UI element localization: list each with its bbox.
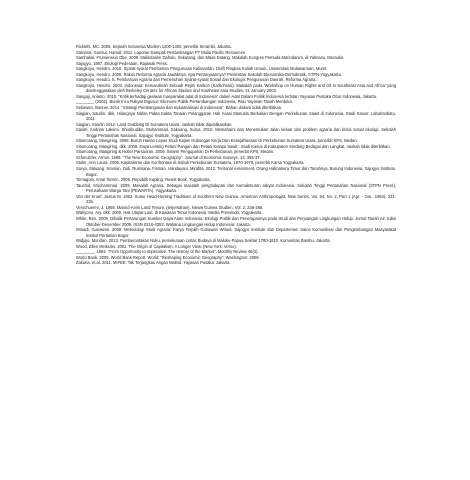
bibliography-entry: Siagian, Saurlin 2012. Land Grabbing Di Sumatera Utara, naskah tidak dipublikasikan.	[76, 121, 233, 127]
bibliography-list	[76, 44, 396, 266]
bibliography-entry: Verschueren, J. 1958. Marind-Anim Land Tenure. (terjemahan). Nieuw Guinea Studien, Vol. 2, 246-265.	[76, 204, 264, 210]
bibliography-entry: Tauchid, Mochammad. 2009. Masalah Agraria, Sebagai masalah penghidupan dan Kemakmuran rakyat Indonesia. Sekolah Tinggi Pertanahan Nasional (STPN Press), Perusahaan Warga Tani (PEWARTA). Yogyakarta.	[76, 182, 396, 194]
bibliography-entry: Siagian, Saurlin. dkk, Hilangnya Nafas Pakta Kakta Tanaan Pelanggaran Hak Asasi Manusia Berkaitan Dengan Perkebunan Sawit di Indonesia, Studi Kasus: Labuhanbatu, 2011	[76, 110, 396, 122]
bibliography-entry: Setiawan, Bonnie, 2014. "Strategi Pembangunan dan Industrialisasi di Indonesia". Bahan diskusi tidak diterbitkan.	[76, 105, 283, 111]
bibliography-entry: Sangkoyo, Hendro. 2010. Syarat-syarat Pemberian Pengurusan Kalimantan. Draft Ringkas Kuliah Umum, Universitas Mulawarman, Muret.	[76, 66, 328, 72]
bibliography-entry: Sajogyo. 1987. Ekologi Pedesaan. Rajawali Press.	[76, 60, 168, 66]
bibliography-entry: Zakaria, et.al. 2011. MIFEE: Tak Terjangkau Angan Malind. Yayasan Pusaka: Jakarta.	[76, 260, 231, 266]
bibliography-entry: White, Ben. 2009. Dibalik Pertarungan Sumber Daya Alam Indonesia: Ekologi Politik dan Penerapannya pada Studi dan Perjuangan Lingkungan Hidup. Jurnal Tanah Air. Edisi Oktober-Desember 2009. ISSN 0216-4353. Wahana Lingkungan Hidup Indonesia: Jakarta.	[76, 215, 396, 227]
bibliography-entry: Surya, Saluang. Novrian, Didi. Rusmana, Fisman. Handayani, Mirafita. 2012. Teritorial Assesment, Orang Halmahera Timur dan Tanahnya. Burung Indonesia, Sajogyo Institute, Bogor.	[76, 166, 396, 177]
bibliography-entry: World Bank. 2009. World Bank Report. World: "Reshaping Economic Geography". Washington: 2009.	[76, 254, 260, 260]
bibliography-entry: Samhakai, Frumensius Obe. 2009. Malindanim Dahulu, Sekarang, dan Masa Datang. Makalah Kongres Pemuda Marindanim, di Yalmasu, Merauke.	[76, 55, 345, 61]
bibliography-entry: Ricklefs, MC. 2005. Sejarah Indonesia Modern 1200-1400, penerbit Serambi, Jakarta.	[76, 44, 232, 49]
bibliography-entry: Schmutzler, Armin. 1999. "The New Economic Geography". Journal of Economic Surveys. 13: 355-37.	[76, 154, 261, 160]
bibliography-entry: ________, 1994. "From Opportunity to Imperative: The History of the Market". Monthly Review 46(3).	[76, 249, 259, 255]
bibliography-entry: Situmorang, Mangiring. 2008. Buruh Harian Lepas Studi Kajian Hubungan Kerja Dan Kesejahteraan Di Perkebunan Sumatera Utara, penerbit KPS, Medan.	[76, 138, 358, 144]
bibliography-entry: Widjojo, Muridan. 2013. Pemberontakan Nuku, persekutuan Lintas Budaya di Maluku-Papua Sekitar 1780-1810. Komunitas Bambu. Jakarta.	[76, 238, 331, 244]
bibliography-entry: Situmorang, Mangiring & Hotler Parsaoran. 2009. Sistem Pengupahan Di Perkebunan, penerbit KPS, Medan.	[76, 149, 275, 155]
bibliography-entry: Tomagola, Amal Tamrin. 2006. Republik Kapling. Resist Book. Yogyakarta.	[76, 177, 211, 183]
bibliography-entry: Wood, Ellen Meiksins. 2002. The Origin of Capitalism: A Longer View. (New York: Verso).	[76, 243, 237, 249]
bibliography-entry: Sangkoyo, Hendro. tt. Pembaruan Agraria dan Pemenuhan Syarat-syarat Sosial dan Ekologis Pengurusan Daerah. Reforma Agraria.	[76, 77, 317, 83]
bibliography-entry: Sangaji, Arianto. 2010. "Kritik terhadap gerakan masyarakat adat di Indonesia" dalam Adat Dalam Politik Indonesia terbitan Yayasan Pustaka Obor Indonesia, Jakarta.	[76, 93, 378, 99]
bibliography-entry: Situmorang, Mangiring. dkk, 2009. Daya Lenting Petani Pangan dan Petani Kelapa Sawit : Studi Kasus di Kabupaten Serdang Bedagai dan Langkat, naskah tidak diterbitkan.	[76, 143, 391, 149]
bibliography-entry: Sangkoyo, Hendro. 2003. Indonesia: Kemandirian Sebuah Rejim Karbon (Karbohrasi). Makalah pada 'Workshop on Human Rights and Oil in Southeast Asia and Africa' yang diselenggarakan oleh Berkeley Centers for African Studies and Southeast Asia Studies, 31 January 2003.	[76, 82, 396, 94]
bibliography-entry: Wahyono, Ary. dkk. 2000. Hak Ulayat Laut, di Kawasan Timur Indonesia. Media Pressindo, Yogyakarta.	[76, 210, 263, 216]
bibliography-entry: Stoler, Ann Laura. 2005. Kapitalisme dan Konfrontasi di Sabuk Perkebunan Sumatera, 1870-1979, penerbit Karsa Yogyakarta.	[76, 160, 305, 166]
bibliography-entry: ________ (2002). Buruk Inco Rakyat Digusur: Ekonomi Politik Pertambangan Indonesia, Palu Yayasan Tanah Merdeka.	[76, 99, 293, 105]
bibliography-entry: Savitri, Andrian Laksmi. Shoribuddin, Muhammad. Sakuang, Surya. 2010. Memahami dan Menemukan Jalan keluar dari problem agraria dan krisis sosial ekologi. Sekolah Tinggi Pertanahan Nasional. Sajogyo Institute, Yogyakarta.	[76, 127, 396, 138]
bibliography-entry: Samana, Gumtur, Hamid, 2011. Laporan Dampak Pertambangan PT Mulia Pacific Resources	[76, 49, 245, 55]
bibliography-entry: Winadi, Gunawan. 2009. Metodologi Studi Agraria: Karya Terpilih Gunawan Wiradi, Sajogyo Institute dan Departemen Sains Komunikasi dan Pengembangan Masyarakat Institut Pertanian Bogor.	[76, 227, 396, 238]
bibliography-entry: Van der Kroef, Justus M. 1952. Some Head-Hunting Traditions of Southern New Guinea. American Anthropologist, New Series, Vol. 54, No. 2, Part 1 (Apr. - Jun., 1952), 221-235.	[76, 193, 396, 205]
bibliography-entry: Sangkoyo, Hendro. 2008. Rakus Reforma Agraria Jawabnya, Apa Pertanyaannya? Presentasi Sekolah Ekonomika-Demokratik, STPN-Yogyakarta.	[76, 71, 342, 77]
